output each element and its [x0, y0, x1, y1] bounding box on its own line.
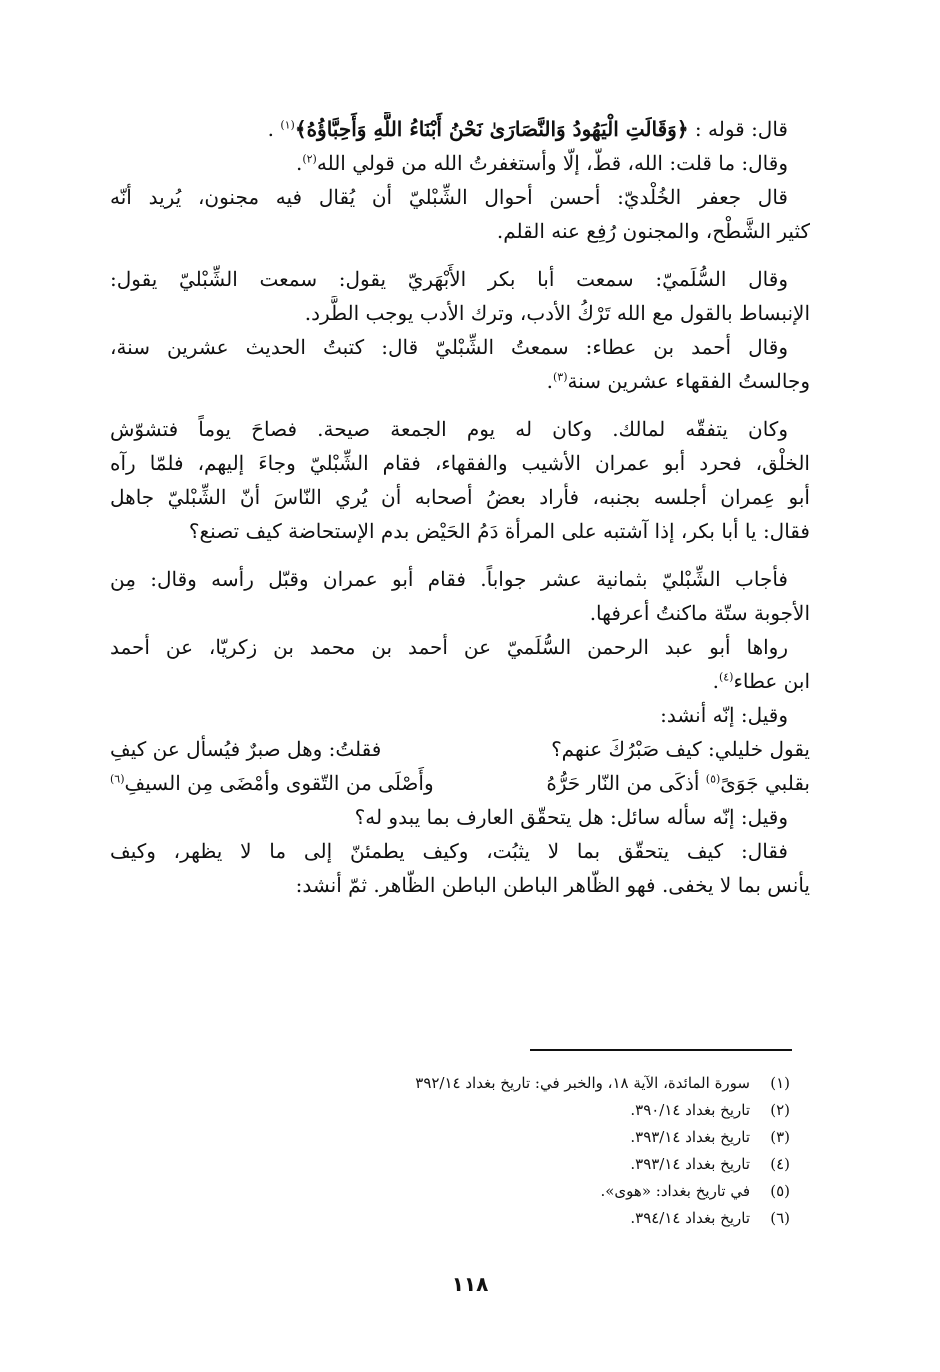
footnote-marker: (٣): [553, 370, 568, 384]
paragraph-gap: [110, 248, 810, 262]
footnotes: [170, 1070, 790, 1232]
footnote-text: تاريخ بغداد ٣٩٤/١٤.: [630, 1209, 750, 1227]
line-text: بقلبي جَوَىً: [720, 771, 810, 795]
footnote-marker: (١): [280, 118, 295, 132]
line-text: أبو عِمران أجلسه بجنبه، فأراد بعضُ أصحابه أن يُري النّاسَ أنّ الشِّبْليّ جاهل: [110, 485, 810, 509]
verse-line: [110, 732, 810, 766]
line-suffix: .: [712, 669, 719, 693]
footnote-number: (٥): [770, 1182, 790, 1200]
line-text: الخلْق، فحرد أبو عمران الأشيب والفقهاء، فقام الشِّبْليّ وجاءَ إليهم، فلمّا رآه: [110, 451, 810, 475]
line-text: الإنبساط بالقول مع الله تَرْكُ الأدب، وترك الأدب يوجب الطَّرد.: [304, 301, 810, 325]
text-line: [110, 330, 810, 364]
paragraph-gap: [110, 398, 810, 412]
text-line: [110, 480, 810, 514]
text-line: [110, 800, 810, 834]
line-text: وقال: ما قلت: الله، قطّ، إلّا وأستغفرتُ الله من قولي الله: [316, 151, 788, 175]
footnote-text: تاريخ بغداد ٣٩٠/١٤.: [630, 1101, 750, 1119]
footnote-item: [170, 1124, 790, 1151]
line-text: فقال: يا أبا بكر، إذا آشتبه على المرأة دَمُ الحَيْض بدم الإستحاضة كيف تصنع؟: [188, 519, 810, 543]
text-line: [110, 596, 810, 630]
footnote-divider: [530, 1049, 792, 1051]
footnote-number: (٣): [770, 1128, 790, 1146]
verse-line: [110, 766, 810, 800]
footnote-text: تاريخ بغداد ٣٩٣/١٤.: [630, 1155, 750, 1173]
text-line: [110, 180, 810, 214]
line-text: وقيل: إنّه أنشد:: [660, 703, 788, 727]
text-line: [110, 214, 810, 248]
footnote-number: (٤): [770, 1155, 790, 1173]
verse-second-hemistich: فقلتُ: وهل صبرٌ فيُسأل عن كيفِ: [110, 737, 382, 761]
footnote-marker: (٢): [302, 152, 317, 166]
paragraph-gap: [110, 548, 810, 562]
text-line: [110, 146, 810, 180]
line-text: وكان يتفقّه لمالك. وكان له يوم الجمعة صيحة. فصاحَ يوماً فتشوّش: [110, 417, 788, 441]
text-line: [110, 868, 810, 902]
footnote-number: (٢): [770, 1101, 790, 1119]
line-prefix: قال: قوله :: [688, 117, 788, 141]
line-text: فقال: كيف يتحقّق بما لا يثبُت، وكيف يطمئنّ إلى ما لا يظهر، وكيف: [110, 839, 788, 863]
line-text: قال جعفر الخُلْديّ: أحسن أحوال الشِّبْليّ أن يُقال فيه مجنون، يُريد أنّه: [110, 185, 788, 209]
line-text: وقال أحمد بن عطاء: سمعتُ الشِّبْليّ قال: كتبتُ الحديث عشرين سنة،: [110, 335, 788, 359]
text-line: [110, 664, 810, 698]
verse-first-hemistich: [546, 766, 810, 800]
line-text: كثير الشَّطْح، والمجنون رُفِع عنه القلم.: [496, 219, 810, 243]
footnote-item: [170, 1070, 790, 1097]
line-text: رواها أبو عبد الرحمن السُّلَميّ عن أحمد بن محمد بن زكريّا، عن أحمد: [110, 635, 788, 659]
text-line: [110, 412, 810, 446]
page-number: ١١٨: [451, 1272, 489, 1296]
footnote-item: [170, 1151, 790, 1178]
main-text: [110, 112, 810, 902]
footnote-item: [170, 1205, 790, 1232]
line-text: أذكَى من النّار حَرُّهُ: [546, 771, 706, 795]
text-line: [110, 514, 810, 548]
line-suffix: .: [546, 369, 553, 393]
text-line: [110, 834, 810, 868]
footnote-marker: (٦): [110, 772, 125, 786]
line-suffix: .: [267, 117, 281, 141]
text-line: [110, 446, 810, 480]
text-line: [110, 630, 810, 664]
line-text: يأنس بما لا يخفى. فهو الظّاهر الباطن الباطن الظّاهر. ثمّ أنشد:: [295, 873, 810, 897]
quran-verse: ﴿وَقَالَتِ الْيَهُودُ وَالنَّصَارَىٰ نَحْنُ أَبْنَاءُ اللَّهِ وَأَحِبَّاؤُهُ﴾: [294, 117, 689, 141]
footnote-marker: (٥): [705, 772, 721, 786]
text-line: [110, 562, 810, 596]
footnote-number: (٦): [770, 1209, 790, 1227]
text-line: [110, 112, 810, 146]
footnote-text: تاريخ بغداد ٣٩٣/١٤.: [630, 1128, 750, 1146]
line-text: فأجاب الشِّبْليّ بثمانية عشر جواباً. فقام أبو عمران وقبّل رأسه وقال: مِن: [110, 567, 788, 591]
verse-first-hemistich: يقول خليلي: كيف صَبْرُكَ عنهم؟: [551, 737, 810, 761]
line-text: وأَصْلَى من التّقوى وأمْضَى مِن السيفِ: [124, 771, 434, 795]
footnote-item: [170, 1097, 790, 1124]
footnote-marker: (٤): [718, 670, 734, 684]
footnote-item: [170, 1178, 790, 1205]
footnote-text: سورة المائدة، الآية ١٨، والخبر في: تاريخ بغداد ٣٩٢/١٤: [415, 1074, 750, 1092]
footnote-text: في تاريخ بغداد: «هوى».: [600, 1182, 750, 1200]
line-text: وقال السُّلَميّ: سمعت أبا بكر الأَبْهَريّ يقول: سمعت الشِّبْليّ يقول:: [110, 267, 788, 291]
line-text: وجالستُ الفقهاء عشرين سنة: [567, 369, 810, 393]
text-line: [110, 364, 810, 398]
line-text: الأجوبة ستّة ماكنتُ أعرفها.: [589, 601, 810, 625]
text-line: [110, 296, 810, 330]
footnote-number: (١): [770, 1074, 790, 1092]
line-text: وقيل: إنّه سأله سائل: هل يتحقّق العارف بما يبدو له؟: [354, 805, 788, 829]
text-line: [110, 262, 810, 296]
line-text: ابن عطاء: [733, 669, 810, 693]
verse-intro: [110, 698, 810, 732]
verse-second-hemistich: [110, 766, 434, 800]
line-suffix: .: [295, 151, 303, 175]
